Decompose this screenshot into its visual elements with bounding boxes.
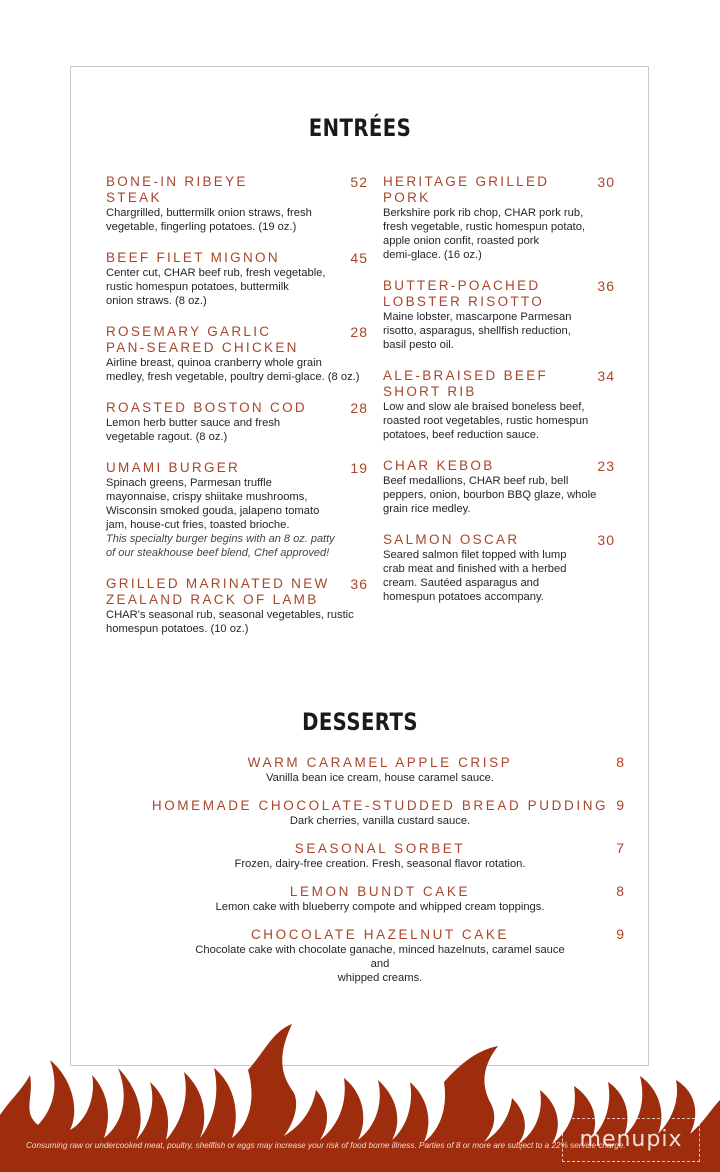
dessert-description: Vanilla bean ice cream, house caramel sauce. bbox=[265, 772, 494, 784]
entree-item-header bbox=[383, 458, 615, 474]
entree-description: Berkshire pork rib chop, CHAR pork rub, fresh vegetable, rustic homespun potato, apple onion confit, roasted pork demi-glace. (16 oz.) bbox=[383, 207, 586, 261]
entree-description: CHAR's seasonal rub, seasonal vegetables, rustic homespun potatoes. (10 oz.) bbox=[106, 609, 354, 635]
entree-description: Beef medallions, CHAR beef rub, bell peppers, onion, bourbon BBQ glaze, whole grain rice medley. bbox=[383, 475, 597, 515]
entree-price: 30 bbox=[597, 174, 615, 190]
menupix-watermark: menupix bbox=[562, 1118, 700, 1162]
dessert-item bbox=[130, 797, 630, 828]
entree-item bbox=[106, 250, 368, 308]
entree-item-header bbox=[106, 250, 368, 266]
entree-price: 30 bbox=[597, 532, 615, 548]
entree-name: BONE-IN RIBEYE STEAK bbox=[106, 174, 248, 205]
dessert-price: 8 bbox=[616, 754, 624, 770]
entree-price: 19 bbox=[350, 460, 368, 476]
dessert-price: 9 bbox=[616, 926, 624, 942]
dessert-name: SEASONAL SORBET bbox=[294, 841, 466, 856]
entrees-right-column bbox=[383, 174, 615, 604]
entree-item bbox=[106, 174, 368, 234]
entree-item-header bbox=[106, 324, 368, 356]
entree-price: 23 bbox=[597, 458, 615, 474]
entree-price: 36 bbox=[350, 576, 368, 592]
entrees-title: ENTRÉES bbox=[308, 114, 412, 142]
entree-item bbox=[383, 278, 615, 352]
entree-name: SALMON OSCAR bbox=[383, 532, 520, 547]
entree-item-header bbox=[106, 460, 368, 476]
entree-note: This specialty burger begins with an 8 oz. patty of our steakhouse beef blend, Chef approved! bbox=[106, 533, 335, 559]
entree-description: Chargrilled, buttermilk onion straws, fresh vegetable, fingerling potatoes. (19 oz.) bbox=[106, 207, 312, 233]
entree-name: HERITAGE GRILLED PORK bbox=[383, 174, 550, 205]
entree-name: CHAR KEBOB bbox=[383, 458, 495, 473]
entree-item-header bbox=[383, 174, 615, 206]
entree-name: BUTTER-POACHED LOBSTER RISOTTO bbox=[383, 278, 545, 309]
dessert-list bbox=[130, 754, 630, 997]
entree-item bbox=[383, 174, 615, 262]
entree-description: Lemon herb butter sauce and fresh vegetable ragout. (8 oz.) bbox=[106, 417, 281, 443]
entree-name: BEEF FILET MIGNON bbox=[106, 250, 280, 265]
entree-item-header bbox=[106, 400, 368, 416]
dessert-description: Chocolate cake with chocolate ganache, minced hazelnuts, caramel sauce and whipped creams. bbox=[195, 944, 565, 984]
entree-item-header bbox=[383, 368, 615, 400]
dessert-price: 8 bbox=[616, 883, 624, 899]
entree-price: 28 bbox=[350, 400, 368, 416]
dessert-item bbox=[130, 840, 630, 871]
entree-item bbox=[106, 324, 368, 384]
entree-item-header bbox=[106, 576, 368, 608]
dessert-price: 7 bbox=[616, 840, 624, 856]
entree-price: 52 bbox=[350, 174, 368, 190]
dessert-name: WARM CARAMEL APPLE CRISP bbox=[247, 755, 513, 770]
dessert-item bbox=[130, 883, 630, 914]
dessert-name: HOMEMADE CHOCOLATE-STUDDED BREAD PUDDING bbox=[151, 798, 609, 813]
entrees-left-column bbox=[106, 174, 368, 636]
entree-description: Low and slow ale braised boneless beef, roasted root vegetables, rustic homespun potatoes, beef reduction sauce. bbox=[383, 401, 589, 441]
entree-price: 28 bbox=[350, 324, 368, 340]
desserts-title: DESSERTS bbox=[302, 708, 418, 736]
dessert-name: LEMON BUNDT CAKE bbox=[289, 884, 471, 899]
entree-name: ROSEMARY GARLIC PAN-SEARED CHICKEN bbox=[106, 324, 299, 355]
entree-name: ROASTED BOSTON COD bbox=[106, 400, 307, 415]
dessert-item bbox=[130, 754, 630, 785]
entree-description: Center cut, CHAR beef rub, fresh vegetable, rustic homespun potatoes, buttermilk onion straws. (8 oz.) bbox=[106, 267, 326, 307]
entree-item-header bbox=[383, 532, 615, 548]
entree-description: Maine lobster, mascarpone Parmesan risotto, asparagus, shellfish reduction, basil pesto oil. bbox=[383, 311, 572, 351]
entree-name: UMAMI BURGER bbox=[106, 460, 241, 475]
dessert-description: Frozen, dairy-free creation. Fresh, seasonal flavor rotation. bbox=[234, 858, 526, 870]
entree-price: 45 bbox=[350, 250, 368, 266]
entree-item-header bbox=[106, 174, 368, 206]
entree-name: GRILLED MARINATED NEW ZEALAND RACK OF LAMB bbox=[106, 576, 330, 607]
entree-item bbox=[383, 368, 615, 442]
entree-price: 34 bbox=[597, 368, 615, 384]
dessert-description: Lemon cake with blueberry compote and whipped cream toppings. bbox=[215, 901, 545, 913]
entree-price: 36 bbox=[597, 278, 615, 294]
dessert-name: CHOCOLATE HAZELNUT CAKE bbox=[250, 927, 510, 942]
entree-item bbox=[383, 458, 615, 516]
dessert-item bbox=[130, 926, 630, 985]
entree-description: Seared salmon filet topped with lump crab meat and finished with a herbed cream. Sautéed asparagus and homespun potatoes accompany. bbox=[383, 549, 567, 603]
entree-item bbox=[106, 400, 368, 444]
entree-description: Airline breast, quinoa cranberry whole grain medley, fresh vegetable, poultry demi-glace. (8 oz.) bbox=[106, 357, 360, 383]
entree-description: Spinach greens, Parmesan truffle mayonnaise, crispy shiitake mushrooms, Wisconsin smoked gouda, jalapeno tomato jam, house-cut fries, toasted brioche. bbox=[106, 477, 320, 531]
entree-name: ALE-BRAISED BEEF SHORT RIB bbox=[383, 368, 549, 399]
dessert-price: 9 bbox=[616, 797, 624, 813]
footer-disclaimer: Consuming raw or undercooked meat, poultry, shellfish or eggs may increase your risk of food borne illness. Parties of 8 or more are subject to a 22% service charge. bbox=[26, 1141, 626, 1150]
entree-item bbox=[106, 460, 368, 560]
entree-item bbox=[106, 576, 368, 636]
entree-item bbox=[383, 532, 615, 604]
entree-item-header bbox=[383, 278, 615, 310]
dessert-description: Dark cherries, vanilla custard sauce. bbox=[289, 815, 471, 827]
